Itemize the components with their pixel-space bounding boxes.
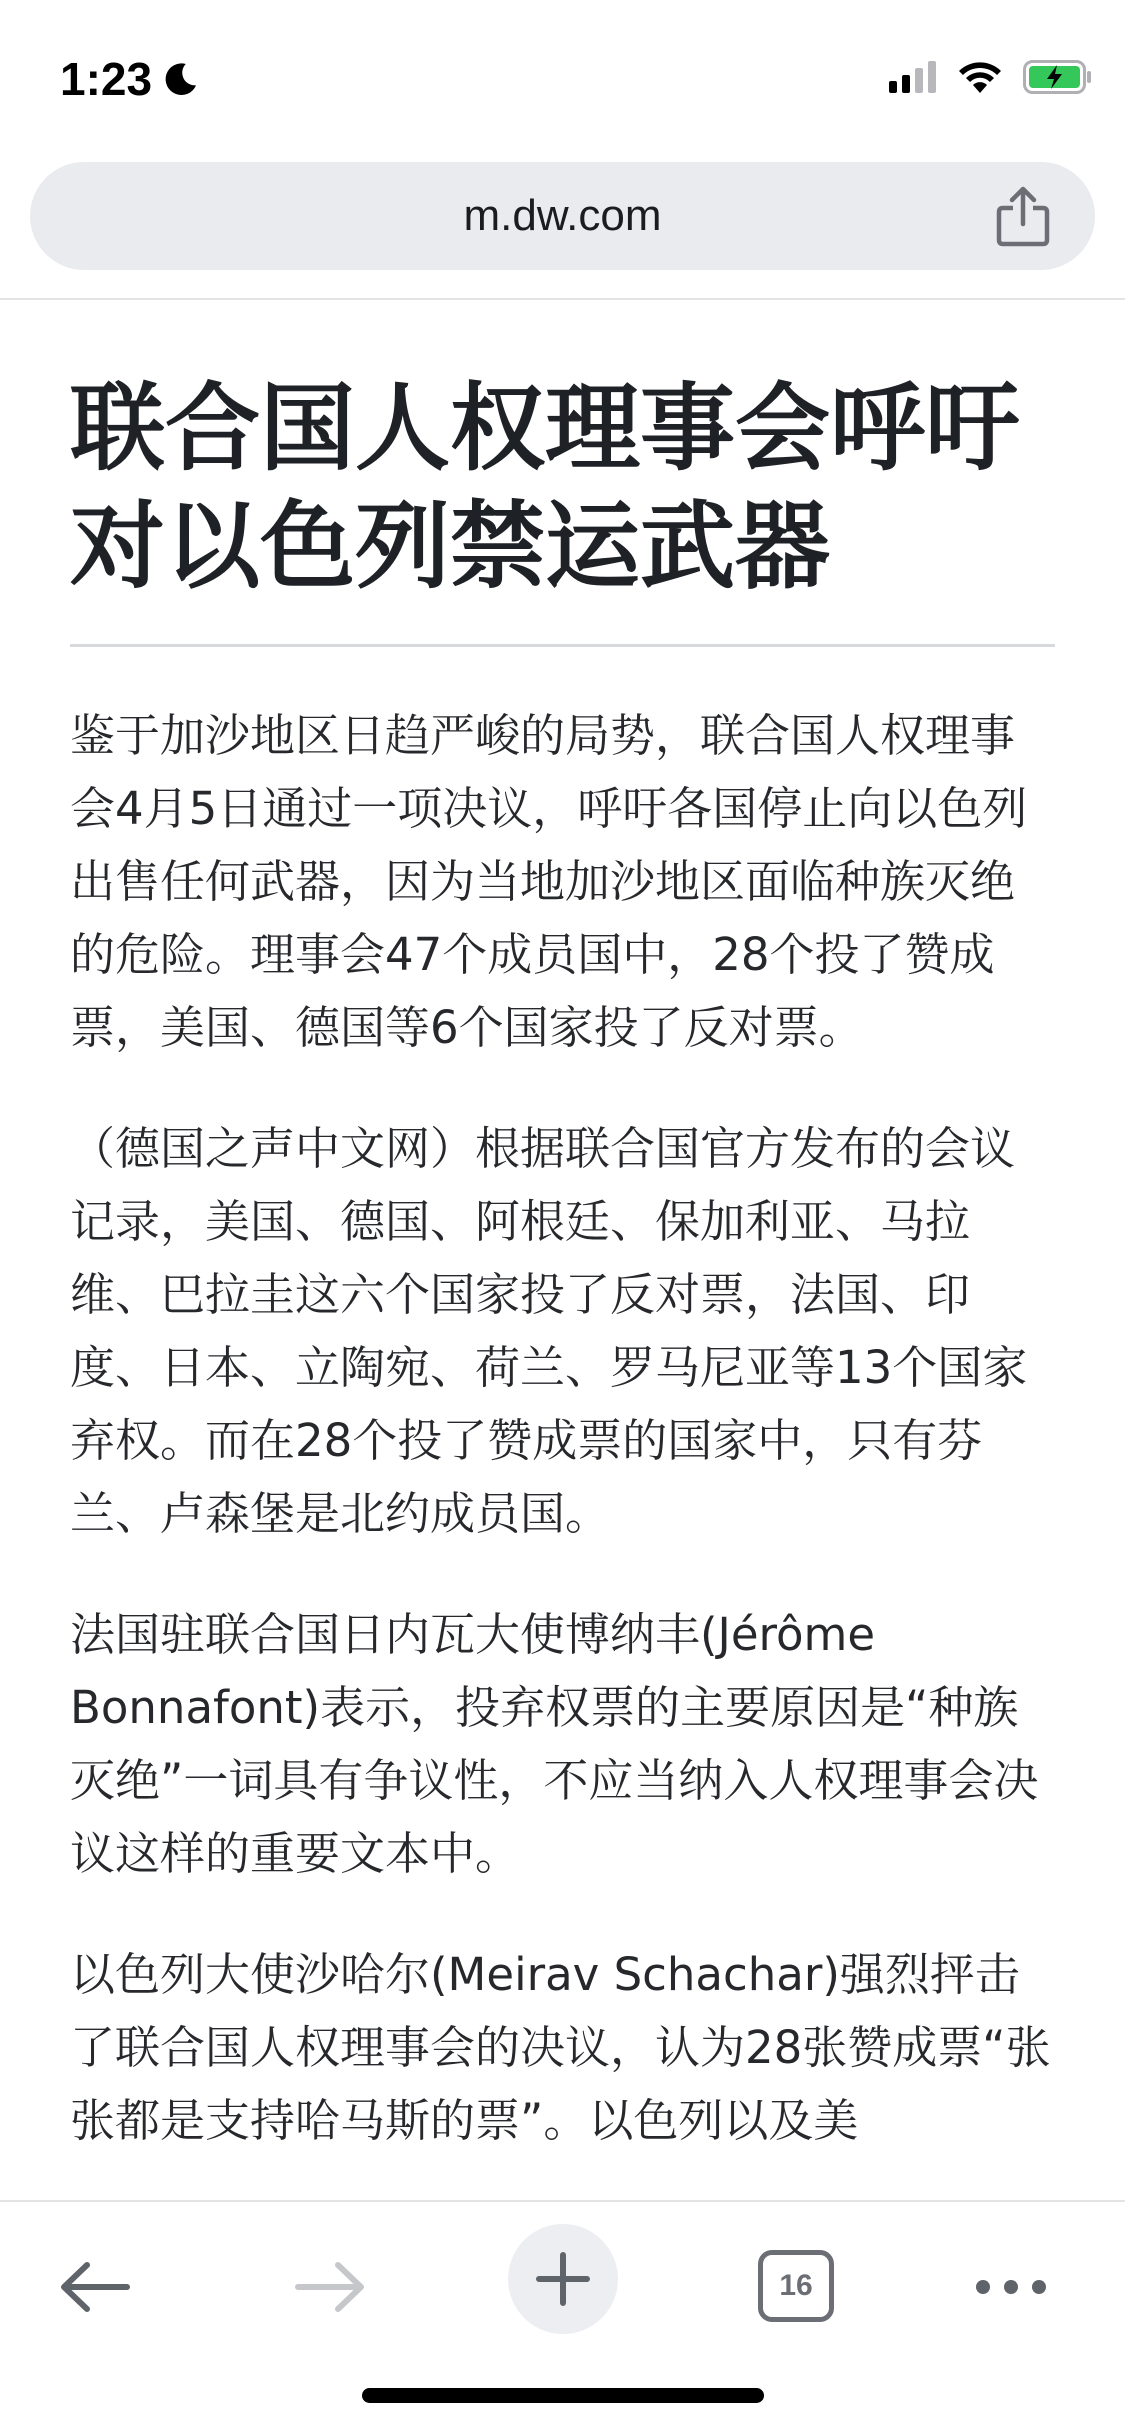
cellular-signal-icon bbox=[889, 61, 937, 93]
tabs-count: 16 bbox=[779, 2269, 813, 2302]
plus-icon bbox=[535, 2251, 591, 2307]
status-icons bbox=[889, 60, 1093, 94]
forward-button[interactable] bbox=[285, 2232, 375, 2342]
time-label: 1:23 bbox=[60, 53, 153, 105]
url-text[interactable]: m.dw.com bbox=[463, 191, 662, 240]
back-button[interactable] bbox=[50, 2232, 140, 2342]
article-paragraph: 法国驻联合国日内瓦大使博纳丰(Jérôme Bonnafont)表示，投弃权票的主要原因是“种族灭绝”一词具有争议性，不应当纳入人权理事会决议这样的重要文本中。 bbox=[70, 1608, 1039, 1880]
article-paragraph: 鉴于加沙地区日趋严峻的局势，联合国人权理事会4月5日通过一项决议，呼吁各国停止向以色列出售任何武器，因为当地加沙地区面临种族灭绝的危险。理事会47个成员国中，28个投了赞成票，美国、德国等6个国家投了反对票。 bbox=[70, 709, 1028, 1054]
article-paragraph: （德国之声中文网）根据联合国官方发布的会议记录，美国、德国、阿根廷、保加利亚、马拉维、巴拉圭这六个国家投了反对票，法国、印度、日本、立陶宛、荷兰、罗马尼亚等13个国家弃权。而在28个投了赞成票的国家中，只有芬兰、卢森堡是北约成员国。 bbox=[70, 1122, 1028, 1540]
address-bar[interactable] bbox=[30, 162, 1095, 270]
more-dots-icon bbox=[975, 2279, 1047, 2295]
article-headline: 联合国人权理事会呼吁对以色列禁运武器 bbox=[70, 374, 1021, 602]
article bbox=[70, 300, 1055, 2157]
forward-arrow-icon bbox=[294, 2261, 366, 2313]
article-paragraph: 以色列大使沙哈尔(Meirav Schachar)强烈抨击了联合国人权理事会的决议，认为28张赞成票“张张都是支持哈马斯的票”。以色列以及美 bbox=[70, 1948, 1051, 2147]
new-tab-button[interactable] bbox=[508, 2224, 618, 2334]
status-time bbox=[60, 52, 200, 106]
share-icon[interactable] bbox=[995, 186, 1051, 248]
home-indicator[interactable] bbox=[362, 2388, 764, 2403]
status-bar bbox=[0, 0, 1125, 150]
headline-divider bbox=[70, 644, 1055, 647]
wifi-icon bbox=[957, 60, 1003, 94]
moon-icon bbox=[162, 60, 200, 98]
back-arrow-icon bbox=[59, 2261, 131, 2313]
tabs-button[interactable] bbox=[758, 2250, 834, 2322]
more-button[interactable] bbox=[966, 2232, 1056, 2342]
battery-charging-icon bbox=[1023, 60, 1093, 94]
